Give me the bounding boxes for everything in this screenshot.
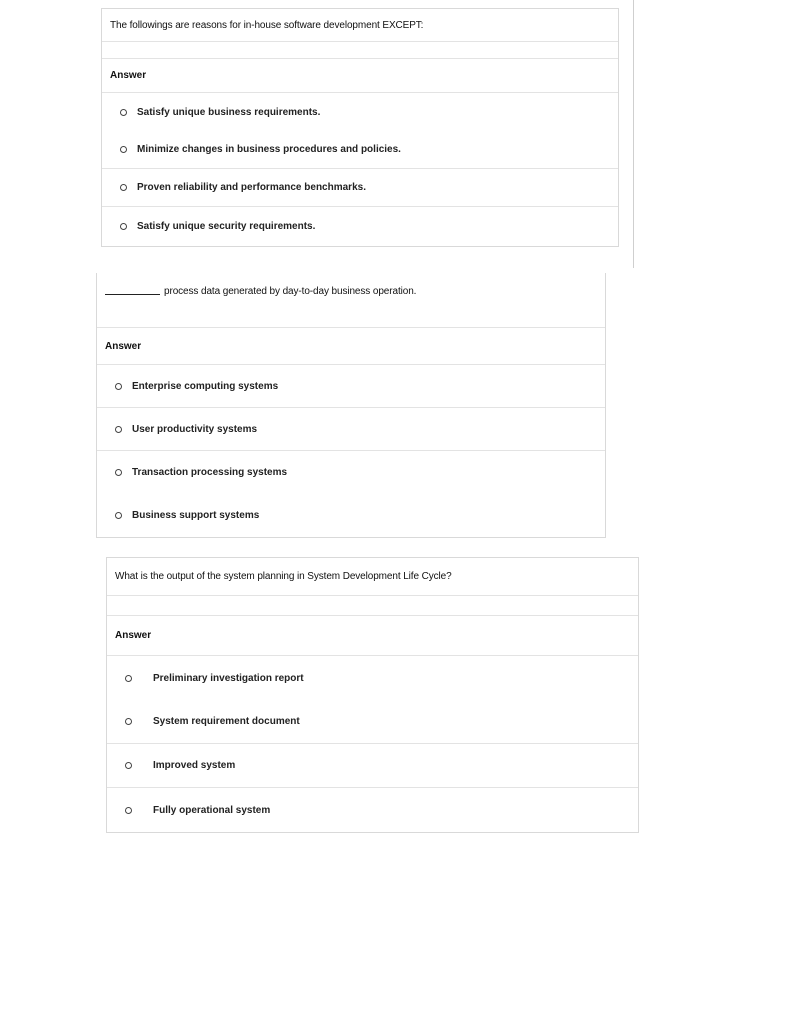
answer-header: Answer	[102, 59, 618, 93]
option-row[interactable]	[102, 169, 618, 207]
question-card-2	[96, 273, 606, 538]
fill-in-blank	[105, 286, 160, 295]
option-label: Preliminary investigation report	[153, 672, 304, 684]
option-label: User productivity systems	[132, 423, 258, 435]
option-row[interactable]	[107, 744, 638, 788]
spacer-row	[102, 42, 618, 59]
radio-button[interactable]	[125, 718, 132, 725]
radio-button[interactable]	[125, 675, 132, 682]
option-label: Satisfy unique business requirements.	[137, 106, 321, 118]
option-label: Improved system	[153, 760, 236, 771]
option-label: Transaction processing systems	[132, 467, 288, 478]
option-label: Enterprise computing systems	[132, 380, 279, 392]
option-row[interactable]	[102, 93, 618, 131]
option-row[interactable]	[107, 656, 638, 700]
radio-button[interactable]	[115, 383, 122, 390]
question-prompt-row	[97, 273, 605, 328]
option-row[interactable]	[97, 494, 605, 537]
option-label: Minimize changes in business procedures and policies.	[137, 144, 401, 155]
option-label: Satisfy unique security requirements.	[137, 220, 316, 232]
question-prompt: process data generated by day-to-day business operation.	[164, 286, 417, 297]
option-label: Proven reliability and performance benchmarks.	[137, 182, 366, 193]
radio-button[interactable]	[120, 109, 127, 116]
answer-header: Answer	[107, 616, 638, 656]
question-card-1	[101, 8, 619, 247]
answer-header: Answer	[97, 328, 605, 365]
option-row[interactable]	[107, 700, 638, 744]
question-card-3	[106, 557, 639, 833]
option-row[interactable]	[97, 365, 605, 408]
spacer-row	[107, 596, 638, 616]
option-label: Fully operational system	[153, 804, 271, 816]
radio-button[interactable]	[115, 512, 122, 519]
radio-button[interactable]	[125, 807, 132, 814]
radio-button[interactable]	[120, 184, 127, 191]
radio-button[interactable]	[120, 146, 127, 153]
option-row[interactable]	[102, 131, 618, 169]
question-prompt-row	[107, 558, 638, 596]
radio-button[interactable]	[120, 223, 127, 230]
radio-button[interactable]	[115, 469, 122, 476]
option-row[interactable]	[102, 207, 618, 245]
page-divider	[633, 0, 634, 268]
option-label: System requirement document	[153, 716, 300, 727]
radio-button[interactable]	[125, 762, 132, 769]
question-prompt: The followings are reasons for in-house software development EXCEPT:	[110, 19, 424, 31]
question-prompt: What is the output of the system planning in System Development Life Cycle?	[115, 571, 452, 582]
option-label: Business support systems	[132, 510, 260, 521]
option-row[interactable]	[107, 788, 638, 832]
radio-button[interactable]	[115, 426, 122, 433]
question-prompt-row	[102, 9, 618, 42]
option-row[interactable]	[97, 451, 605, 494]
option-row[interactable]	[97, 408, 605, 451]
